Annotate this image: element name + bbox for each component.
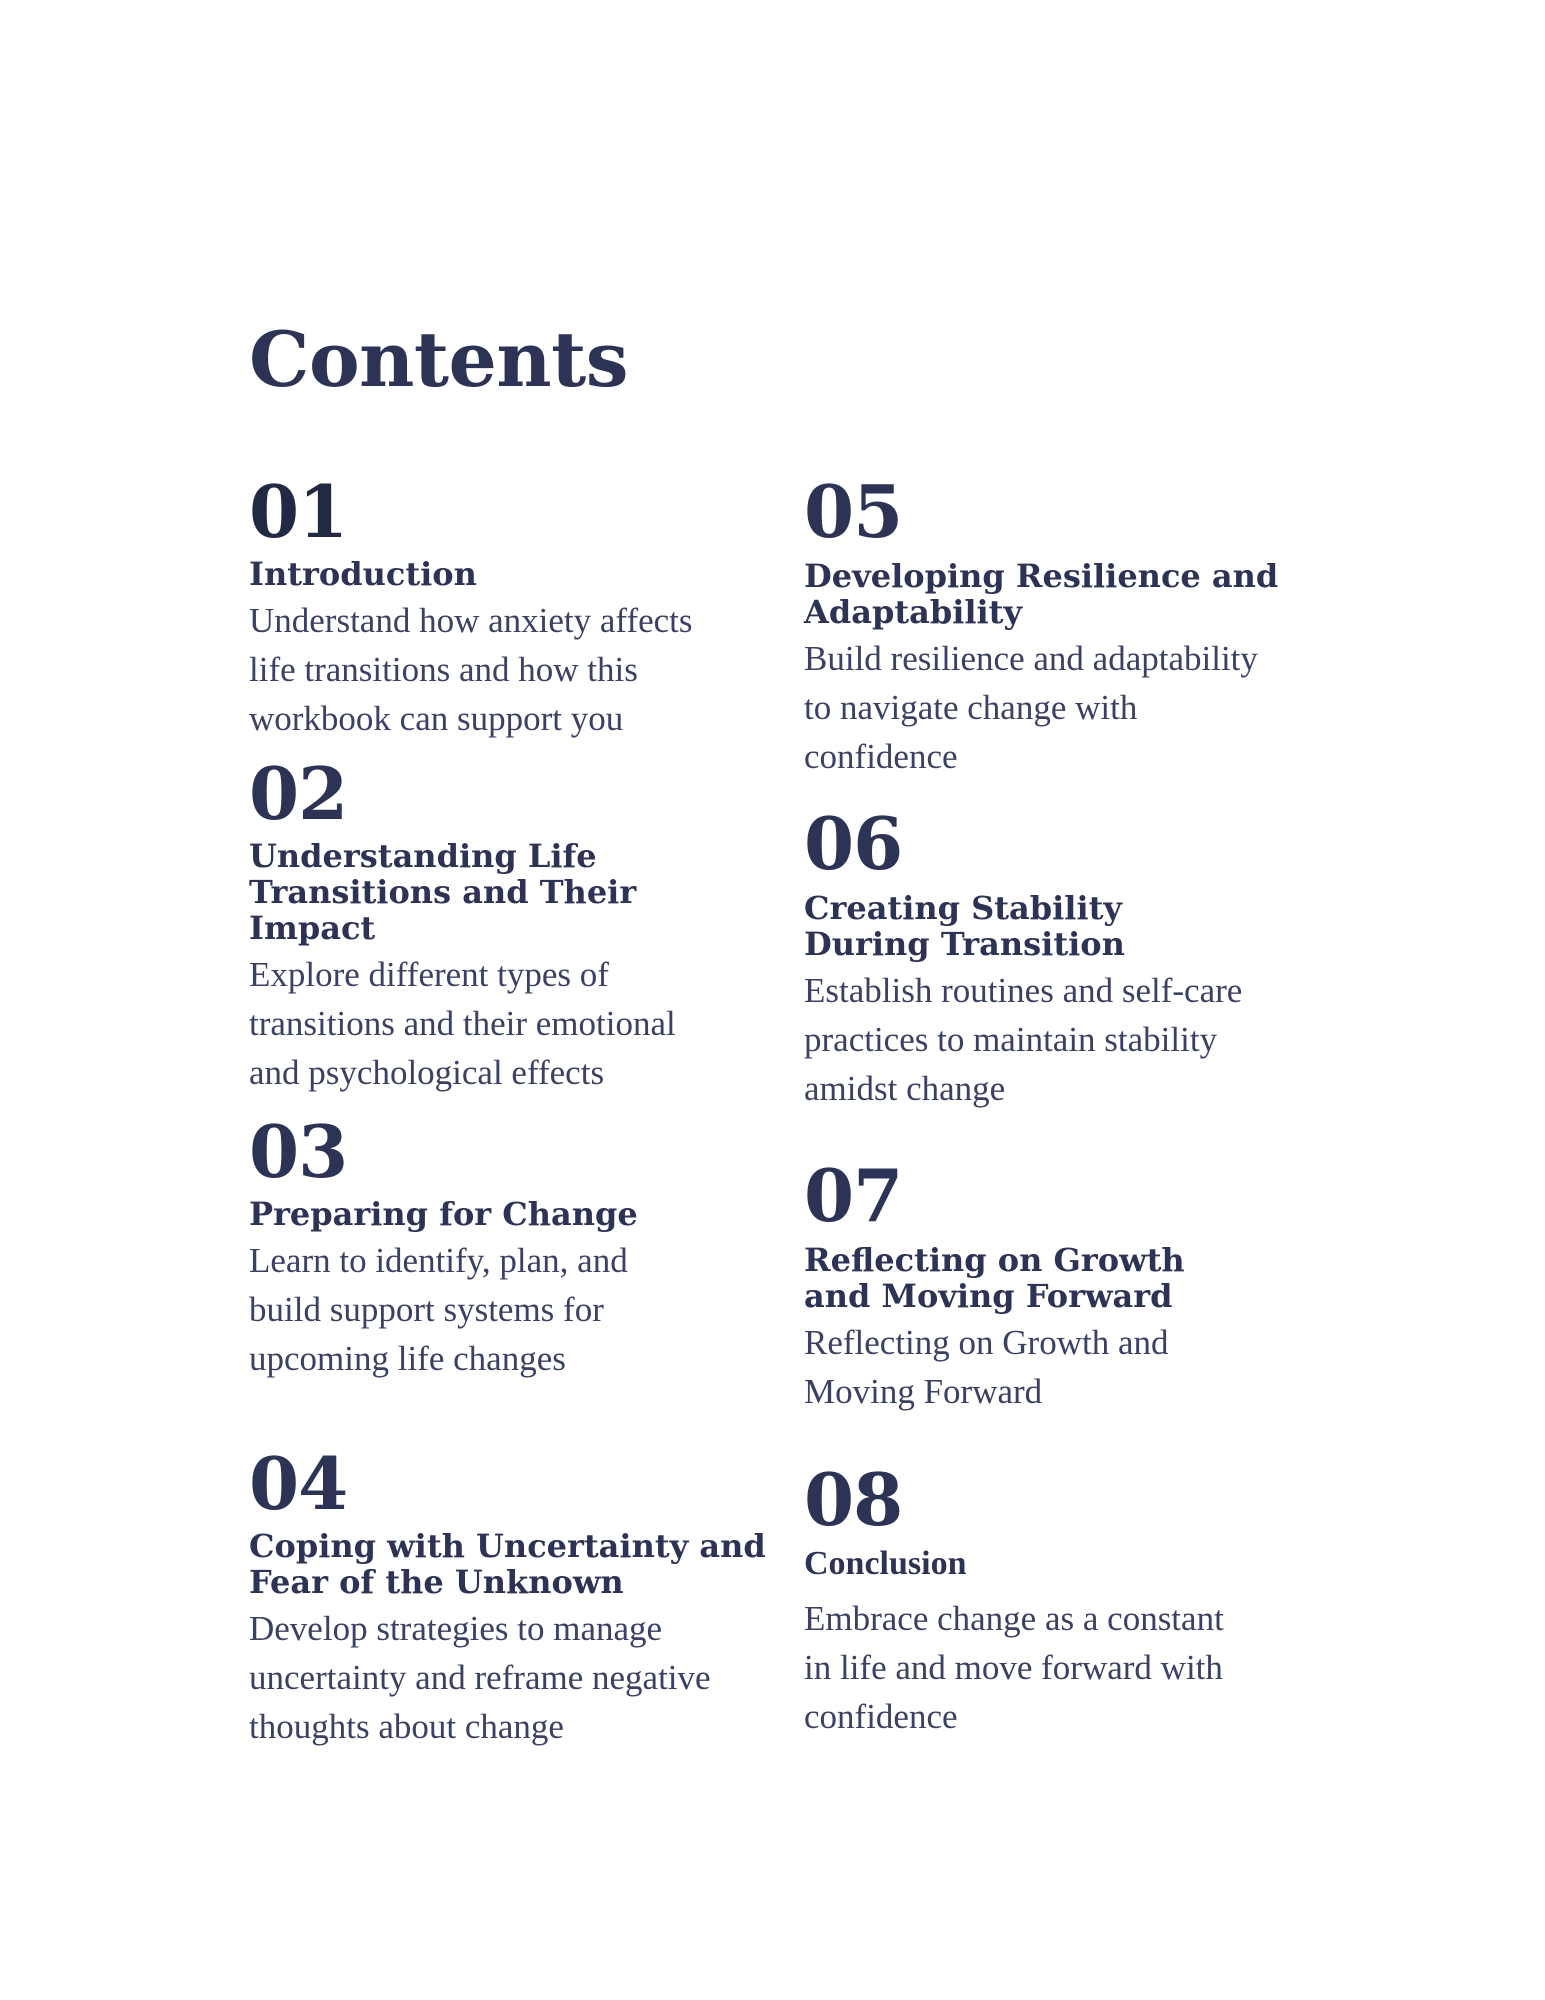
toc-entry-04[interactable] [249, 1441, 789, 1751]
toc-entry-07[interactable] [804, 1153, 1344, 1416]
toc-entry-08[interactable] [804, 1457, 1344, 1741]
toc-entry-05[interactable] [804, 469, 1344, 781]
entry-number: 01 [249, 469, 348, 554]
entry-title: Developing Resilience and Adaptability [804, 557, 1279, 631]
entry-title: Preparing for Change [249, 1195, 638, 1233]
toc-entry-03[interactable] [249, 1109, 759, 1383]
entry-description: Develop strategies to manage uncertainty and reframe negative thoughts about change [249, 1609, 711, 1746]
entry-title: Coping with Uncertainty and Fear of the Unknown [249, 1527, 766, 1601]
toc-entry-02[interactable] [249, 751, 759, 1097]
entry-number: 04 [249, 1441, 348, 1526]
toc-entry-01[interactable] [249, 469, 759, 743]
entry-title: Creating Stability During Transition [804, 889, 1125, 963]
entry-number: 08 [804, 1457, 903, 1542]
entry-description: Understand how anxiety affects life transitions and how this workbook can support you [249, 601, 693, 738]
entry-number: 06 [804, 801, 903, 886]
entry-title: Reflecting on Growth and Moving Forward [804, 1241, 1185, 1315]
entry-title: Conclusion [804, 1545, 967, 1582]
entry-description: Establish routines and self-care practices to maintain stability amidst change [804, 971, 1243, 1108]
entry-description: Embrace change as a constant in life and move forward with confidence [804, 1599, 1224, 1736]
entry-description: Learn to identify, plan, and build support systems for upcoming life changes [249, 1241, 628, 1378]
toc-entry-06[interactable] [804, 801, 1344, 1113]
entry-number: 07 [804, 1153, 903, 1238]
entry-description: Build resilience and adaptability to navigate change with confidence [804, 639, 1258, 776]
entry-title: Introduction [249, 555, 477, 593]
entry-description: Explore different types of transitions and their emotional and psychological effects [249, 955, 676, 1092]
entry-number: 02 [249, 751, 348, 836]
entry-number: 05 [804, 469, 903, 554]
entry-number: 03 [249, 1109, 348, 1194]
page-title: Contents [249, 315, 629, 404]
entry-description: Reflecting on Growth and Moving Forward [804, 1323, 1169, 1411]
entry-title: Understanding Life Transitions and Their Impact [249, 837, 637, 947]
